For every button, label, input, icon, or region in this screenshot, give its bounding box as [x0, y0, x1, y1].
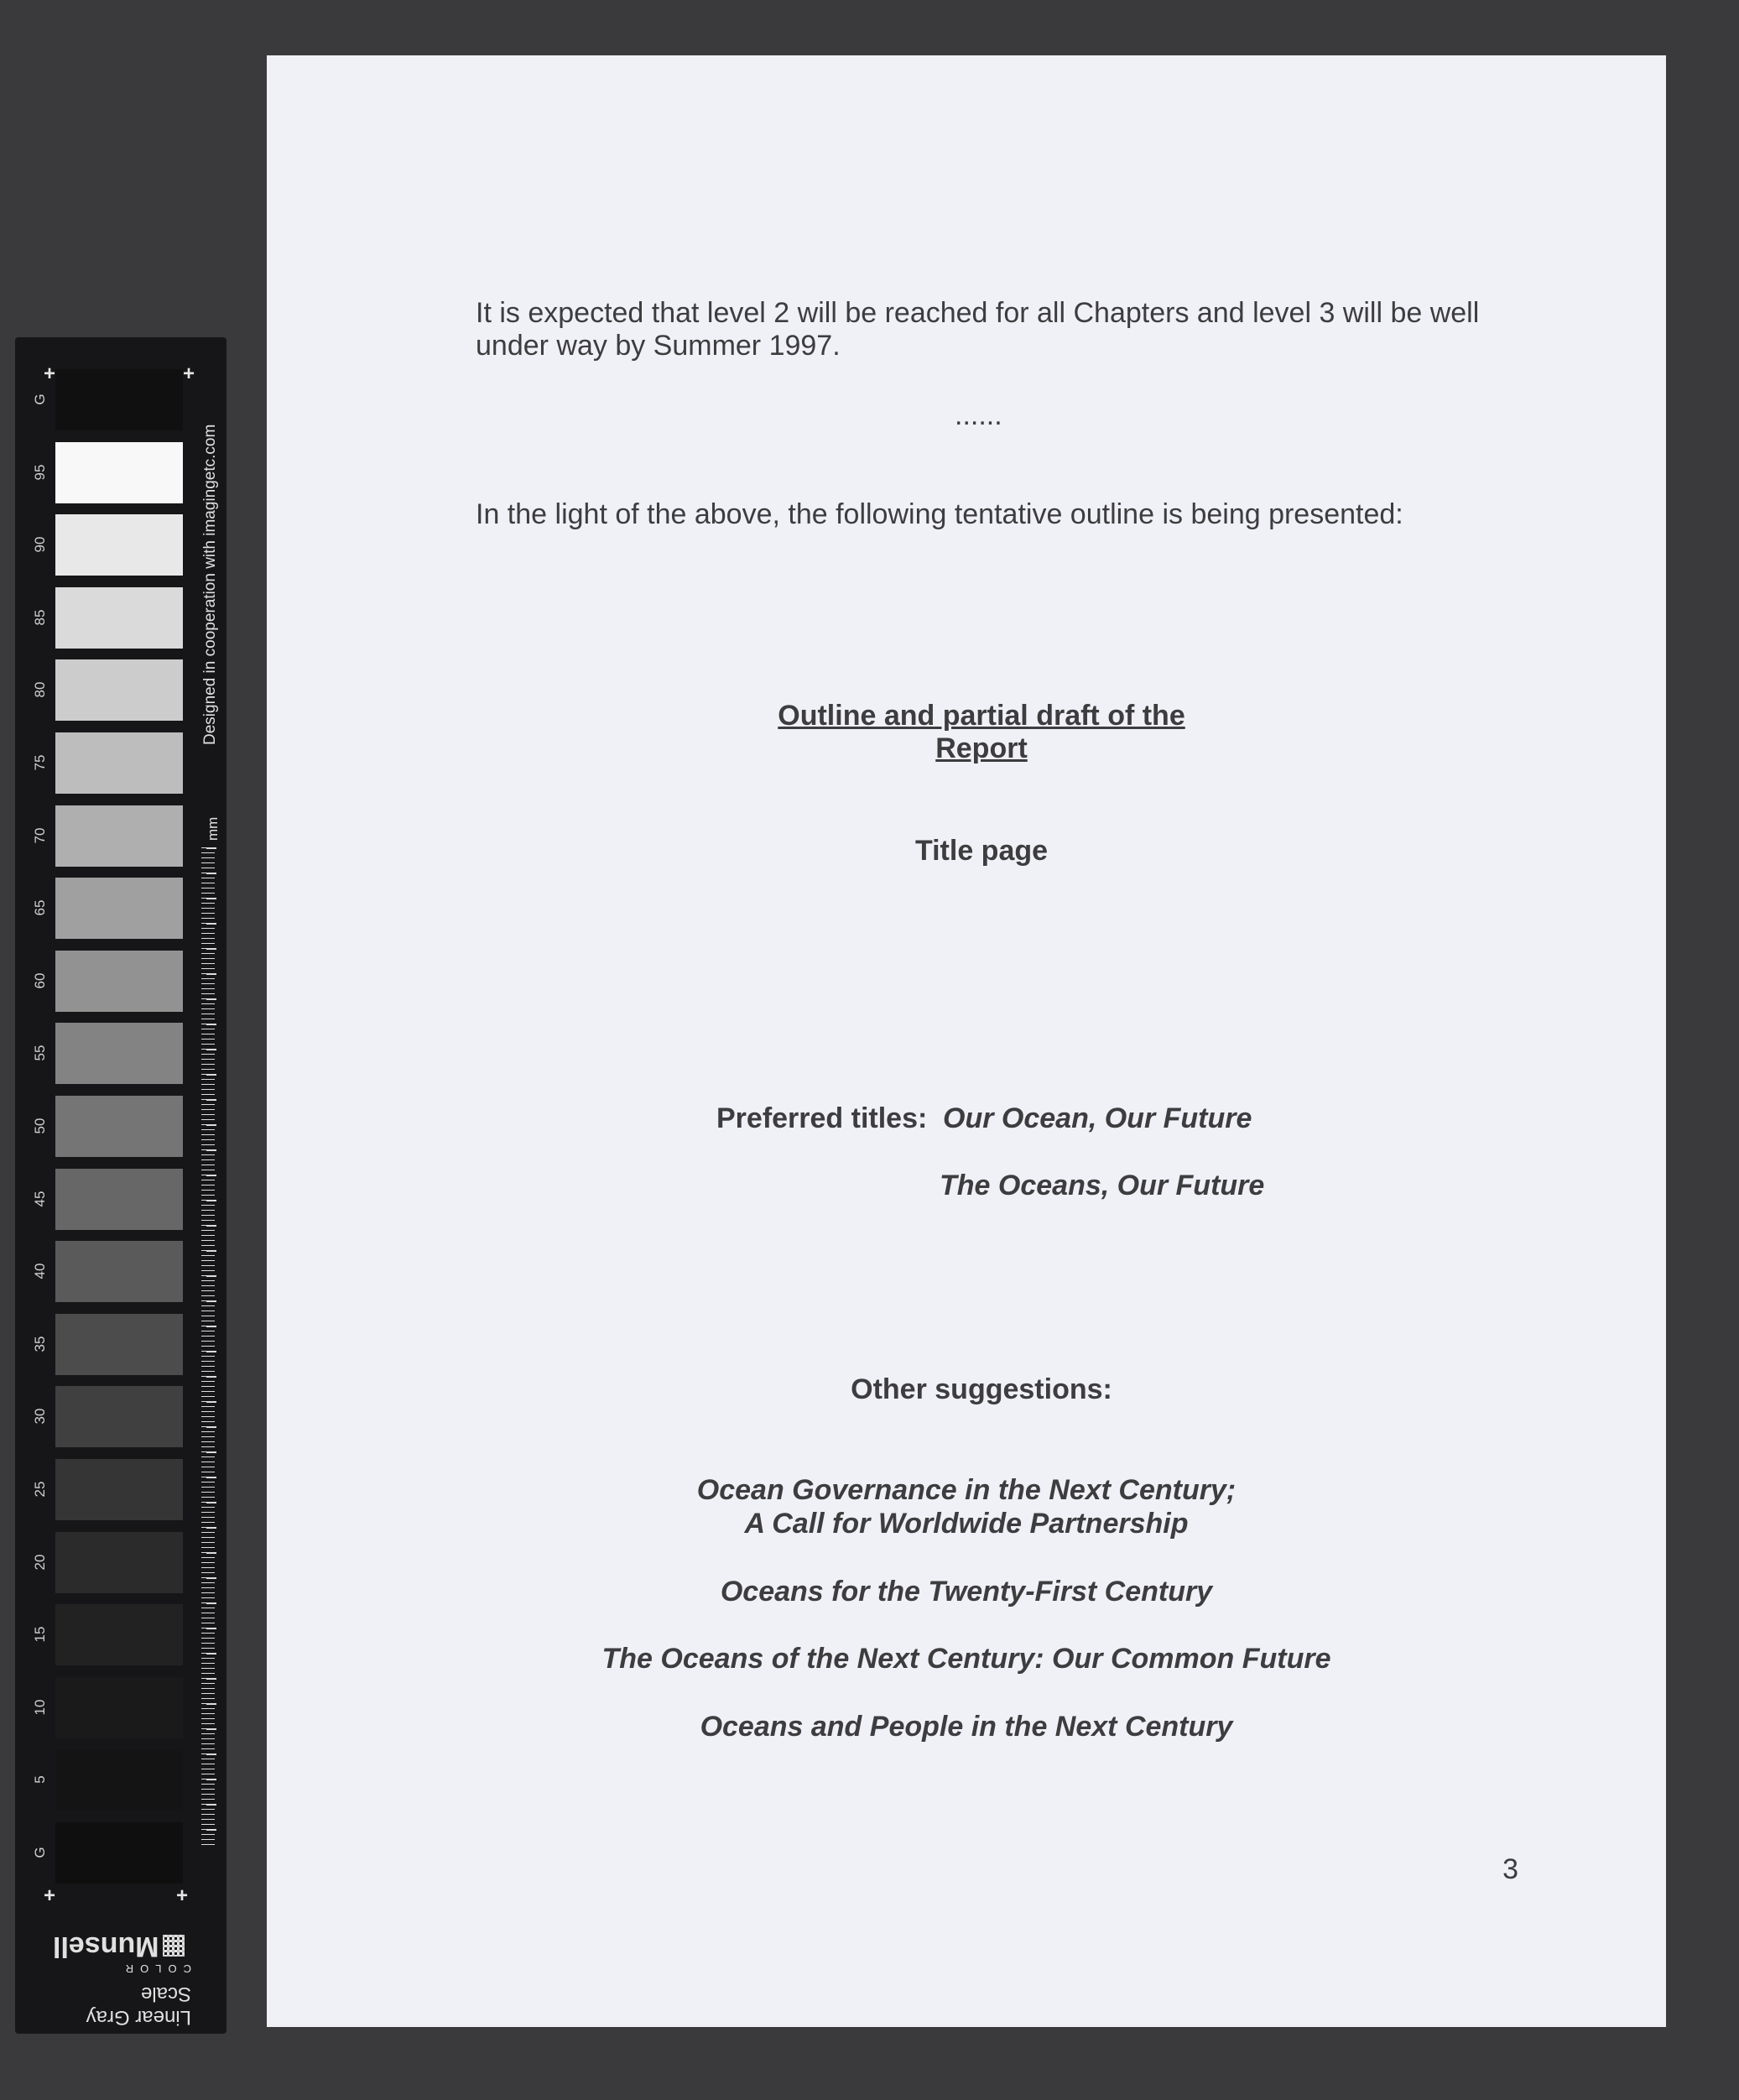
- gray-patch: [55, 732, 183, 794]
- gray-patch-label: 75: [32, 754, 48, 771]
- gray-patch-label: 30: [32, 1408, 48, 1425]
- preferred-title-2: The Oceans, Our Future: [940, 1170, 1265, 1201]
- gray-patch-label: 25: [32, 1481, 48, 1498]
- report-heading: Outline and partial draft of the Report: [778, 700, 1185, 764]
- gray-patch: [55, 805, 183, 867]
- gray-patch: [55, 514, 183, 576]
- gray-patch-label: 60: [32, 972, 48, 989]
- gray-patch-label: 85: [32, 609, 48, 626]
- gray-patch: [55, 1532, 183, 1593]
- registration-mark: +: [44, 1884, 56, 1907]
- gray-patch: [55, 1241, 183, 1302]
- gray-patch: [55, 951, 183, 1012]
- registration-mark: +: [44, 362, 56, 385]
- gray-patch: [55, 1749, 183, 1811]
- suggestion-4: Oceans and People in the Next Century: [700, 1711, 1233, 1743]
- gray-patch: [55, 1169, 183, 1230]
- munsell-brand: [40, 1930, 191, 2029]
- gray-patch: [55, 1822, 183, 1884]
- scale-credit: Designed in cooperation with imagingetc.com: [201, 424, 219, 745]
- gray-patch-label: 20: [32, 1554, 48, 1571]
- gray-patch: [55, 1677, 183, 1738]
- gray-patch-label: 70: [32, 827, 48, 844]
- suggestion-1-line-2: A Call for Worldwide Partnership: [744, 1508, 1189, 1540]
- gray-patch: [55, 1023, 183, 1084]
- registration-mark: +: [183, 362, 195, 385]
- gray-patch-label: 5: [32, 1775, 48, 1785]
- page-number: 3: [1502, 1853, 1518, 1885]
- gray-patch-label: G: [32, 393, 48, 405]
- gray-patch: [55, 1604, 183, 1665]
- gray-patch: [55, 1314, 183, 1375]
- gray-patch-label: 10: [32, 1699, 48, 1716]
- gray-patch: [55, 659, 183, 721]
- scale-title: Linear Gray Scale: [86, 1983, 191, 2029]
- gray-patch-label: 65: [32, 899, 48, 916]
- paragraph-outline: In the light of the above, the following tentative outline is being presented:: [476, 498, 1403, 530]
- suggestion-3: The Oceans of the Next Century: Our Common Future: [601, 1643, 1331, 1675]
- gray-patch-label: G: [32, 1847, 48, 1858]
- preferred-titles-label: Preferred titles:: [716, 1102, 928, 1134]
- gray-patch: [55, 369, 183, 430]
- gray-patch-label: 55: [32, 1045, 48, 1061]
- title-page-heading: Title page: [914, 835, 1049, 867]
- gray-patch: [55, 1096, 183, 1157]
- brand-name: Munsell: [52, 1931, 159, 1962]
- brand-sub: COLOR: [118, 1962, 191, 1975]
- gray-patch: [55, 878, 183, 939]
- gray-scale-card: [15, 337, 226, 2034]
- gray-patch-label: 80: [32, 681, 48, 698]
- gray-patch-label: 40: [32, 1263, 48, 1279]
- paragraph-expected: It is expected that level 2 will be reached for all Chapters and level 3 will be well under way by Summer 1997.: [476, 297, 1480, 362]
- gray-patch-label: 50: [32, 1118, 48, 1134]
- gray-patch-label: 90: [32, 536, 48, 553]
- gray-patch-label: 95: [32, 464, 48, 481]
- preferred-title-1: Our Ocean, Our Future: [943, 1102, 1252, 1134]
- gray-patch: [55, 1386, 183, 1447]
- gray-patch-label: 15: [32, 1626, 48, 1643]
- mm-ruler-major-ticks: [206, 847, 216, 1846]
- suggestion-2: Oceans for the Twenty-First Century: [720, 1576, 1213, 1608]
- gray-patch: [55, 587, 183, 649]
- document-page: It is expected that level 2 will be reached for all Chapters and level 3 will be well under way by Summer 1997. ...... In the light of the above, the following tentative outline is being presented: Outline and partial draft of the Report Title page Preferred titles: Our Ocean, Our Future The Oceans, Our Future Other suggestions: Ocean Governance in the Next Century; A Call for Worldwide Partnership Oceans for the Twenty-First Century The Oceans of the Next Century: Our Common Future Oceans and People in the Next Century 3: [267, 55, 1666, 2027]
- gray-patch: [55, 442, 183, 503]
- munsell-logo-icon: [163, 1936, 185, 1957]
- gray-patch-label: 35: [32, 1336, 48, 1352]
- other-suggestions-label: Other suggestions:: [851, 1373, 1112, 1405]
- gray-patch-label: 45: [32, 1191, 48, 1207]
- suggestion-1: Ocean Governance in the Next Century;: [696, 1474, 1237, 1506]
- scale-unit: mm: [205, 816, 221, 841]
- registration-mark: +: [176, 1884, 189, 1907]
- gray-patch: [55, 1459, 183, 1520]
